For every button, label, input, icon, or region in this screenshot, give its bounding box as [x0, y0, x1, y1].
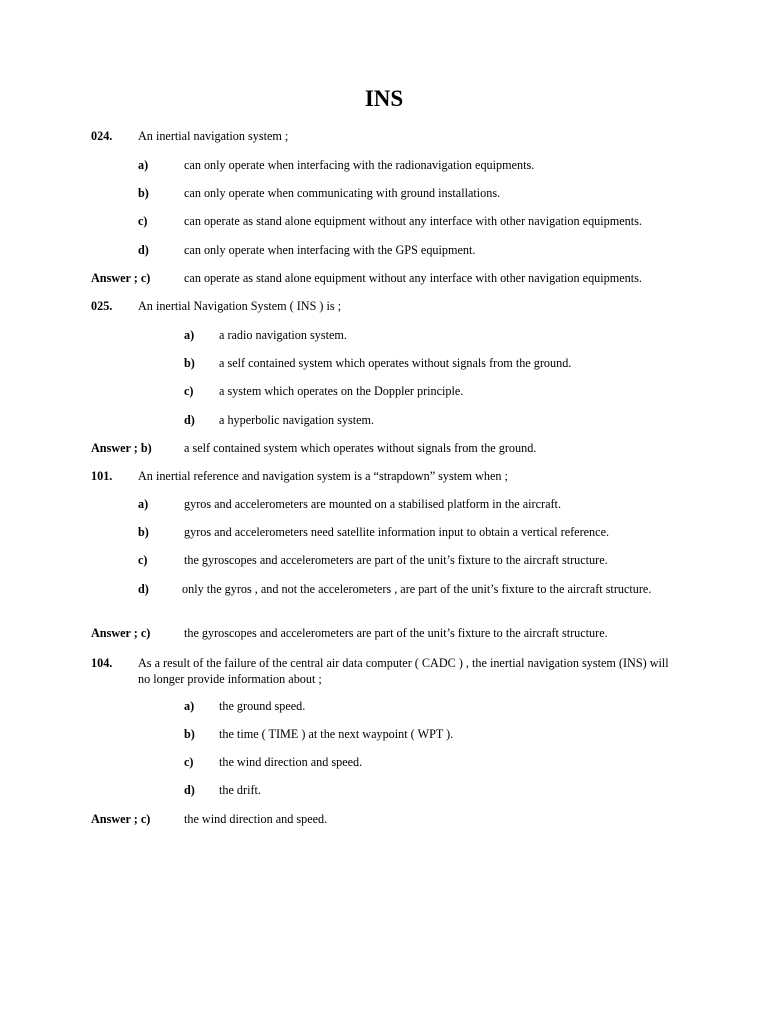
- option-text: a self contained system which operates without signals from the ground.: [219, 356, 572, 370]
- option-text: can only operate when interfacing with the radionavigation equipments.: [184, 158, 535, 172]
- option-letter: d): [138, 582, 149, 596]
- option-text: gyros and accelerometers need satellite information input to obtain a vertical reference.: [184, 525, 610, 539]
- option-letter: c): [184, 384, 194, 398]
- question-stem: As a result of the failure of the central air data computer ( CADC ) , the inertial navigation system (INS) will no longer provide information about ;: [138, 656, 669, 686]
- question-stem: An inertial navigation system ;: [138, 129, 289, 143]
- answer-text: the gyroscopes and accelerometers are part of the unit’s fixture to the aircraft structure.: [184, 626, 608, 640]
- page-title: INS: [364, 86, 404, 111]
- option-letter: d): [184, 783, 195, 797]
- question-number: 104.: [91, 656, 113, 670]
- answer-text: a self contained system which operates without signals from the ground.: [184, 441, 537, 455]
- option-text: a system which operates on the Doppler principle.: [219, 384, 464, 398]
- answer-label: Answer ; b): [91, 441, 152, 455]
- option-text: the drift.: [219, 783, 261, 797]
- question-number: 024.: [91, 129, 113, 143]
- answer-label: Answer ; c): [91, 626, 151, 640]
- option-text: a hyperbolic navigation system.: [219, 413, 375, 427]
- option-text: only the gyros , and not the accelerometers , are part of the unit’s fixture to the aircraft structure.: [182, 582, 652, 596]
- option-text: the time ( TIME ) at the next waypoint ( WPT ).: [219, 727, 454, 741]
- option-letter: c): [138, 214, 148, 228]
- option-text: the ground speed.: [219, 699, 306, 713]
- question-stem: An inertial Navigation System ( INS ) is ;: [138, 299, 342, 313]
- question-number: 025.: [91, 299, 113, 313]
- answer-text: can operate as stand alone equipment without any interface with other navigation equipments.: [184, 271, 642, 285]
- option-letter: c): [184, 755, 194, 769]
- question-stem: An inertial reference and navigation system is a “strapdown” system when ;: [138, 469, 508, 483]
- option-letter: b): [184, 356, 195, 370]
- option-letter: a): [138, 158, 149, 172]
- question-number: 101.: [91, 469, 113, 483]
- option-letter: a): [184, 328, 195, 342]
- option-letter: a): [184, 699, 195, 713]
- option-letter: c): [138, 553, 148, 567]
- option-text: gyros and accelerometers are mounted on a stabilised platform in the aircraft.: [184, 497, 561, 511]
- option-letter: b): [184, 727, 195, 741]
- answer-label: Answer ; c): [91, 271, 151, 285]
- option-letter: d): [184, 413, 195, 427]
- option-text: the gyroscopes and accelerometers are part of the unit’s fixture to the aircraft structure.: [184, 553, 608, 567]
- option-text: can operate as stand alone equipment without any interface with other navigation equipments.: [184, 214, 642, 228]
- option-text: can only operate when interfacing with the GPS equipment.: [184, 243, 476, 257]
- option-letter: a): [138, 497, 149, 511]
- option-letter: b): [138, 525, 149, 539]
- answer-label: Answer ; c): [91, 812, 151, 826]
- option-letter: d): [138, 243, 149, 257]
- answer-text: the wind direction and speed.: [184, 812, 328, 826]
- option-text: the wind direction and speed.: [219, 755, 363, 769]
- option-text: can only operate when communicating with ground installations.: [184, 186, 501, 200]
- option-text: a radio navigation system.: [219, 328, 347, 342]
- option-letter: b): [138, 186, 149, 200]
